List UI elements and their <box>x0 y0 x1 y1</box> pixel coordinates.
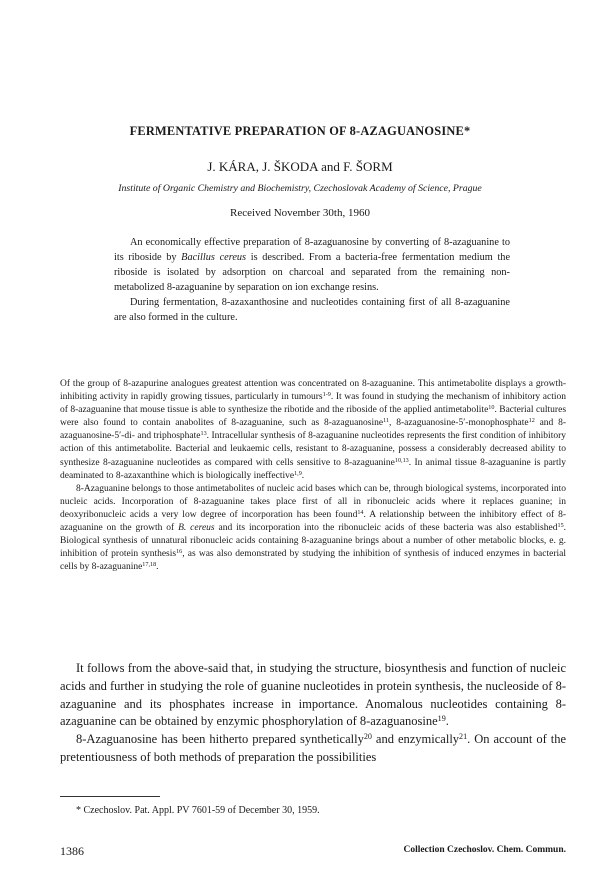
article-affiliation: Institute of Organic Chemistry and Biochemistry, Czechoslovak Academy of Science, Prague <box>118 183 482 194</box>
abstract-paragraph-2: During fermentation, 8-azaxanthosine and nucleotides containing first of all 8-azaguanine are also formed in the culture. <box>114 296 510 323</box>
article-title: FERMENTATIVE PREPARATION OF 8-AZAGUANOSINE* <box>129 124 471 138</box>
main-paragraph-2 <box>60 731 566 767</box>
journal-name: Collection Czechoslov. Chem. Commun. <box>403 845 566 855</box>
body-text: and its incorporation into the ribonucleic acids of these bacteria was also established <box>214 523 558 534</box>
abstract-paragraph-1 <box>114 236 510 296</box>
body-text: . <box>445 714 449 729</box>
body-text: 8-Azaguanine belongs to those antimetabolites of nucleic acid bases which can be, through biological systems, incorporated into nucleic acids. Incorporation of 8-azaguanine takes place first of all in ribonucleic acids where it replaces guanine; in deoxyribonucleic acids a very low degree of incorporation has been found <box>60 483 566 520</box>
main-text <box>60 660 566 767</box>
body-text: . Bacterial cultures were also found to contain anabolites of 8-azaguanine, such as 8-azaguanosine <box>60 405 567 429</box>
article-authors: J. KÁRA, J. ŠKODA and F. ŠORM <box>207 159 393 174</box>
introduction-small-print <box>60 378 566 574</box>
body-text: . Biological synthesis of unnatural ribonucleic acids containing 8-azaguanine brings about a number of other metabolic blocks, e. g. inhibition of protein synthesis <box>60 523 567 560</box>
reference-mark: 21 <box>459 732 468 742</box>
body-text: and enzymically <box>371 732 460 747</box>
body-text: Of the group of 8-azapurine analogues greatest attention was concentrated on 8-azaguanine. This antimetabolite displays a growth-inhibiting activity in rapidly growing tissues, particularly in tumours <box>60 379 566 403</box>
reference-mark: 19 <box>437 714 446 724</box>
reference-mark: 11 <box>383 418 390 425</box>
abstract-text: An economically effective preparation of 8-azaguanosine by converting of 8-azaguanine to its riboside by <box>114 237 510 263</box>
reference-mark: 13 <box>200 431 207 438</box>
organism-name: B. cereus <box>178 523 215 534</box>
reference-mark: 16 <box>176 549 183 556</box>
footnote: * Czechoslov. Pat. Appl. PV 7601-59 of December 30, 1959. <box>76 805 320 816</box>
body-text: . Intracellular synthesis of 8-azaguanine nucleotides represents the first condition of inhibitory action of this antimetabolite. Bacterial and leukaemic cells, resistant to 8-azaguanine, possess a considerably decreased ability to synthesize 8-azaguanine nucleotides as compared with cells sensitive to 8-azaguanine <box>60 431 566 468</box>
body-text: It follows from the above-said that, in studying the structure, biosynthesis and function of nucleic acids and further in studying the role of guanine nucleotides in protein synthesis, the nucleoside of 8-azaguanine and its phosphates increase in importance. Anomalous nucleotides containing 8-azaguanine can be obtained by enzymic phosphorylation of 8-azaguanosine <box>60 661 566 729</box>
reference-mark: 20 <box>363 732 372 742</box>
body-text: . A relationship between the inhibitory effect of 8-azaguanine on the growth of <box>60 509 566 534</box>
page-number: 1386 <box>60 844 84 858</box>
reference-mark: 1,9 <box>294 470 302 477</box>
abstract <box>114 236 510 325</box>
reference-mark: 17,18 <box>142 562 157 569</box>
footnote-divider <box>60 796 160 797</box>
body-text: . It was found in studying the mechanism of inhibitory action of 8-azaguanine that mouse tissue is able to synthesize the ribotide and the riboside of the applied antimetabolite <box>60 392 566 416</box>
intro-paragraph-2 <box>60 483 566 575</box>
body-text: , 8-azaguanosine-5′-monophosphate <box>389 418 529 429</box>
body-text: , as was also demonstrated by studying the inhibition of synthesis of induced enzymes in bacterial cells by 8-azaguanine <box>60 549 567 573</box>
received-date: Received November 30th, 1960 <box>230 207 370 219</box>
reference-mark: 15 <box>557 522 564 529</box>
organism-name: Bacillus cereus <box>181 251 247 263</box>
main-paragraph-1 <box>60 660 566 731</box>
body-text: . <box>156 562 159 573</box>
body-text: and 8-azaguanosine-5′-di- and triphosphate <box>60 418 566 442</box>
reference-mark: 12 <box>528 418 535 425</box>
body-text: . In animal tissue 8-azaguanine is partly deaminated to 8-azaxanthine which is biologically ineffective <box>60 457 566 481</box>
body-text: . <box>301 470 305 481</box>
reference-mark: 1-9 <box>322 392 331 399</box>
reference-mark: 14 <box>357 509 364 516</box>
body-text: 8-Azaguanosine has been hitherto prepared synthetically <box>76 732 364 747</box>
reference-mark: 10 <box>488 405 495 412</box>
intro-paragraph-1 <box>60 378 566 483</box>
reference-mark: 10,13 <box>394 457 409 464</box>
body-text: . On account of the pretentiousness of both methods of preparation the possibilities <box>60 732 567 764</box>
abstract-text: is described. From a bacteria-free fermentation medium the riboside is isolated by adsorption on charcoal and separated from the remaining non-metabolized 8-azaguanine by separation on ion exchange resins. <box>114 251 511 293</box>
